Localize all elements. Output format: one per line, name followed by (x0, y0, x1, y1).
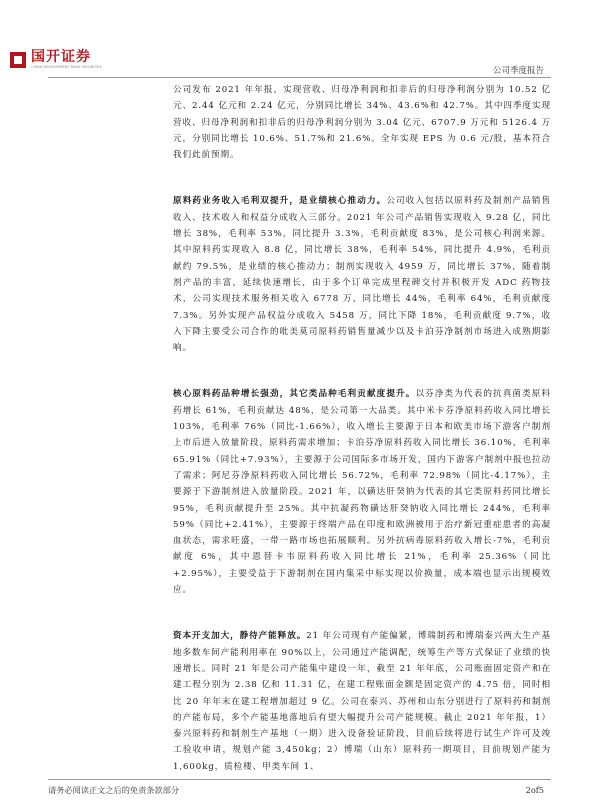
paragraph-api-business (173, 193, 551, 356)
paragraph-lead: 资本开支加大，静待产能释放。 (173, 631, 307, 642)
paragraph-results-summary: 公司发布 2021 年年报，实现营收、归母净利润和扣非后的归母净利润分别为 10.52 亿元、2.44 亿元和 2.24 亿元，分别同比增长 34%、43.6%和 42.7%。其中四季度实现营收、归母净利润和扣非后的归母净利润分别为 3.04 亿元、6707.9 万元和 5126.4 万元，分别同比增长 10.6%、51.7%和 21.6%。全年实现 EPS 为 0.6 元/股，基本符合我们此前预期。 (173, 85, 551, 161)
paragraph-lead: 原料药业务收入毛利双提升，是业绩核心推动力。 (173, 196, 387, 207)
page-number: 2of5 (525, 785, 544, 795)
footer-divider (48, 779, 551, 780)
paragraph-text: 公司收入包括以原料药及制剂产品销售收入、技术收入和权益分成收入三部分。2021 年公司产品销售实现收入 9.28 亿，同比增长 38%，毛利率 53%，同比提升 3.3%，毛利贡献度 83%，是公司核心利润来源。其中原料药实现收入 8.8 亿，同比增长 38%，毛利率 54%，同比提升 4.9%，毛利贡献约 79.5%，是业绩的核心推动力；制剂实现收入 4959 万，同比增长 37%，随着制剂产品的丰富，延续快速增长，由于多个订单完成里程碑交付并积极开发 ADC 药物技术，公司实现技术服务相关收入 6778 万，同比增长 44%，毛利率 64%，毛利贡献度 7.3%。另外实现产品权益分成收入 5458 万，同比下降 18%，毛利贡献度 9.7%，收入下降主要受公司合作的吡美莫司原料药销售量减少以及卡泊芬净制剂市场进入成熟期影响。 (173, 196, 551, 354)
paragraph-text: 21 年公司现有产能偏紧，博瑞制药和博瑞泰兴两大生产基地多数车间产能利用率在 90%以上，公司通过产能调配，统筹生产等方式保证了业绩的快速增长。同时 21 年是公司产能集中建设一年，截至 21 年年底，公司账面固定资产和在建工程分别为 2.38 亿和 11.31 亿，在建工程账面金额是固定资产的 4.75 倍，同时相比 20 年年末在建工程增加超过 9 亿。公司在泰兴、苏州和山东分别进行了原料药和制剂的产能布局，多个产能基地落地后有望大幅提升公司产能规模。截止 2021 年年报，1）泰兴原料药和制剂生产基地（一期）进入设备验证阶段，目前后续将进行试生产许可及竣工验收申请，规划产能 3,450kg；2）博瑞（山东）原料药一期项目，目前规划产能为 1,600kg，质检楼、甲类车间 1、 (173, 631, 551, 772)
logo-name-cn: 国开证券 (31, 49, 91, 65)
logo-name-en: CHINA DEVELOPMENT BANK SECURITIES (31, 65, 102, 69)
paragraph-capex (173, 628, 551, 775)
logo-icon (10, 52, 26, 68)
header-divider (48, 77, 551, 78)
company-logo (10, 50, 102, 70)
paragraph-text: 以芬净类为代表的抗真菌类原料药增长 61%，毛利贡献达 48%，是公司第一大品类。其中米卡芬净原料药收入同比增长 103%，毛利率 76%（同比-1.66%），收入增长主要源于日本和欧美市场下游客户制剂上市后进入放量阶段，原料药需求增加；卡泊芬净原料药收入同比增长 36.10%，毛利率 65.91%（同比+7.93%），主要源于公司国际多市场开发，国内下游客户制剂中报也拉动了需求；阿尼芬净原料药收入同比增长 56.72%，毛利率 72.98%（同比-4.17%），主要源于下游制剂进入放量阶段。2021 年，以磺达肝癸钠为代表的其它类原料药同比增长 95%，毛利贡献提升至 25%。其中抗凝药物磺达肝癸钠收入同比增长 244%，毛利率 59%（同比+2.41%），主要源于终端产品在印度和欧洲被用于治疗新冠重症患者的高凝血状态，需求旺盛，一带一路市场也拓展顺利。另外抗病毒原料药收入增长-7%，毛利贡献度 6%，其中恩替卡韦原料药收入同比增长 21%，毛利率 25.36%（同比+2.95%），主要受益于下游制剂在国内集采中标实现以价换量，成本端也显示出规模效应。 (173, 389, 551, 596)
paragraph-core-products (173, 386, 551, 598)
report-type-label: 公司季度报告 (492, 66, 544, 76)
footer-disclaimer: 请务必阅读正文之后的免责条款部分 (48, 785, 180, 795)
report-body (173, 82, 551, 775)
paragraph-lead: 核心原料药品种增长强劲，其它类品种毛利贡献度提升。 (173, 389, 416, 400)
